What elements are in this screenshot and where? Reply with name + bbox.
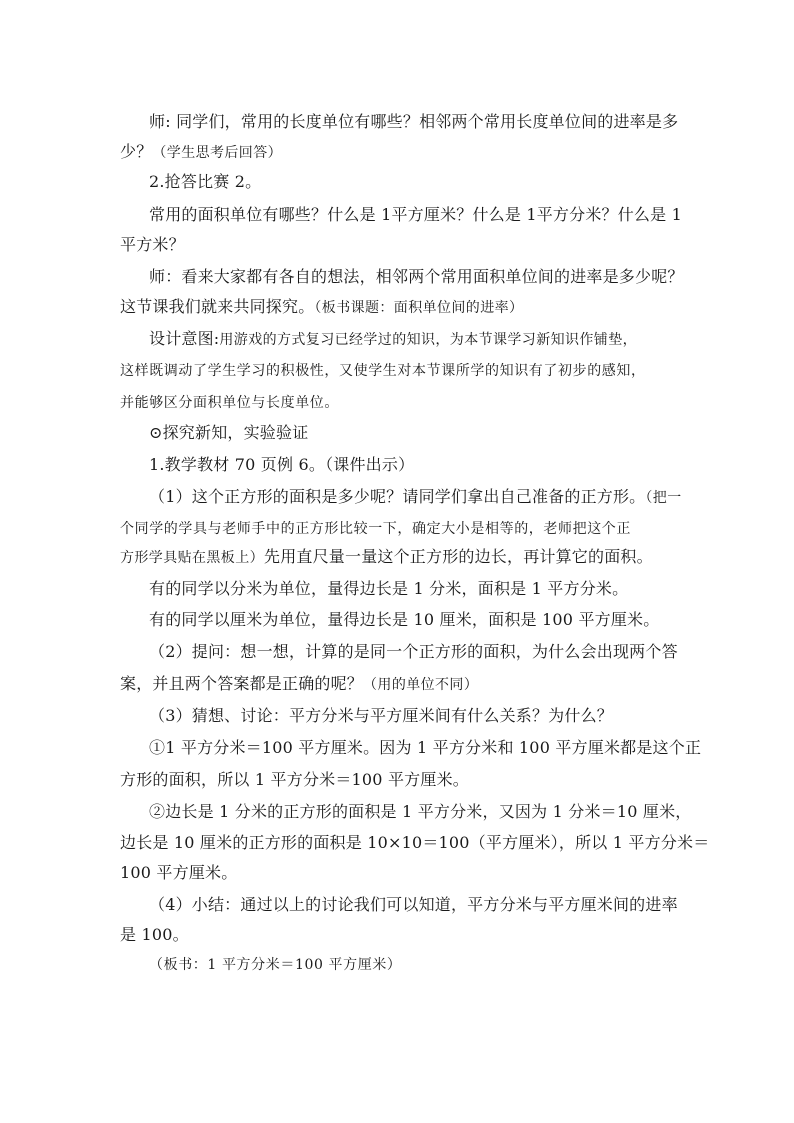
line-note: 并能够区分面积单位与长度单位。	[120, 395, 339, 411]
line-note: 用游戏的方式复习已经学过的知识，为本节课学习新知识作铺垫，	[219, 332, 638, 348]
text-line	[120, 142, 282, 163]
text-line	[120, 925, 189, 945]
line-text: （4）小结：通过以上的讨论我们可以知道，平方分米与平方厘米间的进率	[149, 895, 678, 914]
text-line	[149, 802, 692, 822]
text-line	[149, 112, 678, 132]
line-text: 师：看来大家都有各自的想法，相邻两个常用面积单位间的进率是多少呢？	[149, 267, 684, 286]
line-text: ②边长是 1 分米的正方形的面积是 1 平方分米，又因为 1 分米＝10 厘米，	[149, 802, 692, 821]
line-text: 师: 同学们，常用的长度单位有哪些？相邻两个常用长度单位间的进率是多	[149, 112, 679, 131]
line-text: （3）猜想、讨论：平方分米与平方厘米间有什么关系？为什么？	[149, 706, 613, 725]
line-note: （用的单位不同）	[363, 677, 479, 693]
text-line	[120, 674, 478, 695]
line-note: （把一	[645, 490, 682, 506]
line-text: ⊙探究新知，实验验证	[149, 423, 309, 442]
line-text: 是 100。	[120, 925, 189, 944]
text-line	[149, 895, 678, 915]
line-text: 先用直尺量一量这个正方形的边长，再计算它的面积。	[264, 547, 653, 566]
line-note: 个同学的学具与老师手中的正方形比较一下，确定大小是相等的，老师把这个正	[120, 521, 631, 537]
text-line	[149, 579, 628, 599]
line-note: （学生思考后回答）	[152, 145, 283, 161]
section-heading	[149, 423, 308, 443]
line-text: 1.教学教材 70 页例 6。（课件出示）	[149, 455, 415, 474]
text-line	[120, 833, 709, 853]
text-line	[149, 642, 678, 662]
line-text: 有的同学以厘米为单位，量得边长是 10 厘米，面积是 100 平方厘米。	[149, 610, 660, 629]
line-text: 设计意图:	[149, 329, 220, 348]
text-line	[120, 547, 653, 568]
line-text: ①1 平方分米＝100 平方厘米。因为 1 平方分米和 100 平方厘米都是这个正	[149, 738, 702, 757]
text-line	[149, 455, 414, 475]
text-line	[120, 361, 646, 381]
text-line	[149, 329, 637, 350]
line-text: 少？	[120, 142, 153, 161]
line-text: 2.抢答比赛 2。	[149, 172, 262, 191]
text-line	[149, 955, 402, 975]
line-note: （板书：1 平方分米＝100 平方厘米）	[149, 957, 402, 973]
line-text: （2）提问：想一想，计算的是同一个正方形的面积，为什么会出现两个答	[149, 642, 678, 661]
text-line	[149, 172, 261, 192]
line-text: 常用的面积单位有哪些？什么是 1平方厘米？什么是 1平方分米？什么是 1	[149, 205, 682, 224]
line-text: 方形的面积，所以 1 平方分米＝100 平方厘米。	[120, 770, 469, 789]
text-line	[149, 267, 684, 287]
text-line	[120, 235, 185, 255]
line-note: 这样既调动了学生学习的积极性，又使学生对本节课所学的知识有了初步的感知，	[120, 363, 646, 379]
line-text: 平方米？	[120, 235, 185, 254]
text-line	[149, 706, 613, 726]
line-text: 100 平方厘米。	[120, 863, 238, 882]
line-text: 有的同学以分米为单位，量得边长是 1 分米，面积是 1 平方分米。	[149, 579, 629, 598]
line-note: 方形学具贴在黑板上）	[120, 550, 264, 566]
line-text: 边长是 10 厘米的正方形的面积是 10×10＝100（平方厘米），所以 1 平方分米＝	[120, 833, 710, 852]
text-line	[149, 205, 682, 225]
line-text: 案，并且两个答案都是正确的呢？	[120, 674, 364, 693]
line-text: （1）这个正方形的面积是多少呢？请同学们拿出自己准备的正方形。	[149, 487, 646, 506]
text-line	[120, 393, 339, 413]
line-note: （板书课题：面积单位间的进率）	[314, 300, 524, 316]
text-line	[120, 863, 237, 883]
text-line	[120, 770, 469, 790]
text-line	[149, 487, 682, 508]
text-line	[149, 610, 659, 630]
text-line	[120, 297, 523, 318]
line-text: 这节课我们就来共同探究。	[120, 297, 315, 316]
text-line	[120, 519, 631, 539]
text-line	[149, 738, 701, 758]
